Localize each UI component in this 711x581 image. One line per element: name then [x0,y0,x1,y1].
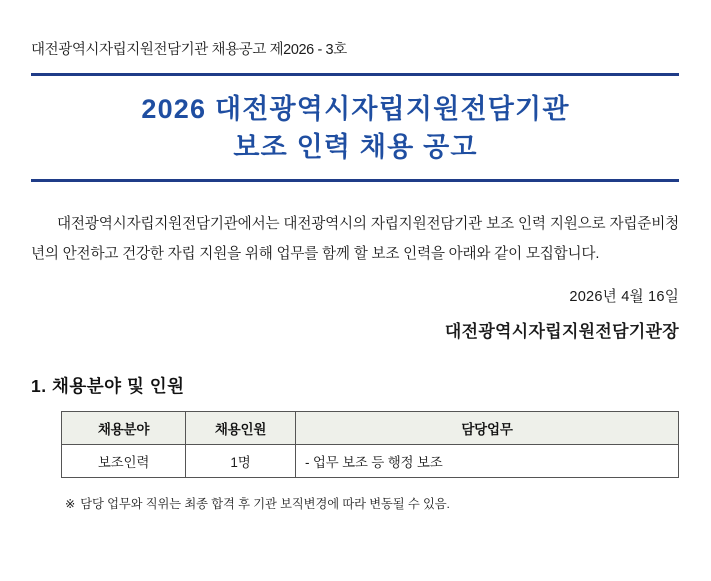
footnote-mark-icon: ※ [65,497,76,512]
document-header-notice-number: 대전광역시자립지원전담기관 채용공고 제2026 - 3호 [31,42,347,58]
table-header [62,412,679,445]
section-1-heading: 1. 채용분야 및 인원 [31,376,185,397]
table-row [62,445,679,478]
cell-duty: - 업무 보조 등 행정 보조 [296,445,679,478]
document-signature: 대전광역시자립지원전담기관장 [444,322,679,342]
column-header-field: 채용분야 [62,412,186,445]
column-header-duty: 담당업무 [296,412,679,445]
paragraph-text: 대전광역시자립지원전담기관에서는 대전광역시의 자립지원전담기관 보조 인력 지원으로 자립준비청년의 안전하고 건강한 자립 지원을 위해 업무를 함께 할 보조 인력을 아래와 같이 모집합니다. [31,215,679,262]
recruitment-table [61,411,679,478]
cell-count: 1명 [186,445,296,478]
document-intro-paragraph [31,210,679,270]
table-footnote [65,494,680,512]
document-date: 2026년 4월 16일 [569,289,679,306]
document-title-block [31,76,680,167]
table-body [62,445,679,478]
column-header-count: 채용인원 [186,412,296,445]
header-divider-bottom [31,179,679,182]
cell-field: 보조인력 [62,445,186,478]
table-header-row [62,412,679,445]
footnote-text: 담당 업무와 직위는 최종 합격 후 기관 보직변경에 따라 변동될 수 있음. [80,497,450,512]
document-title-line-2: 보조 인력 채용 공고 [233,132,478,163]
document-title-line-1: 2026 대전광역시자립지원전담기관 [141,94,570,124]
